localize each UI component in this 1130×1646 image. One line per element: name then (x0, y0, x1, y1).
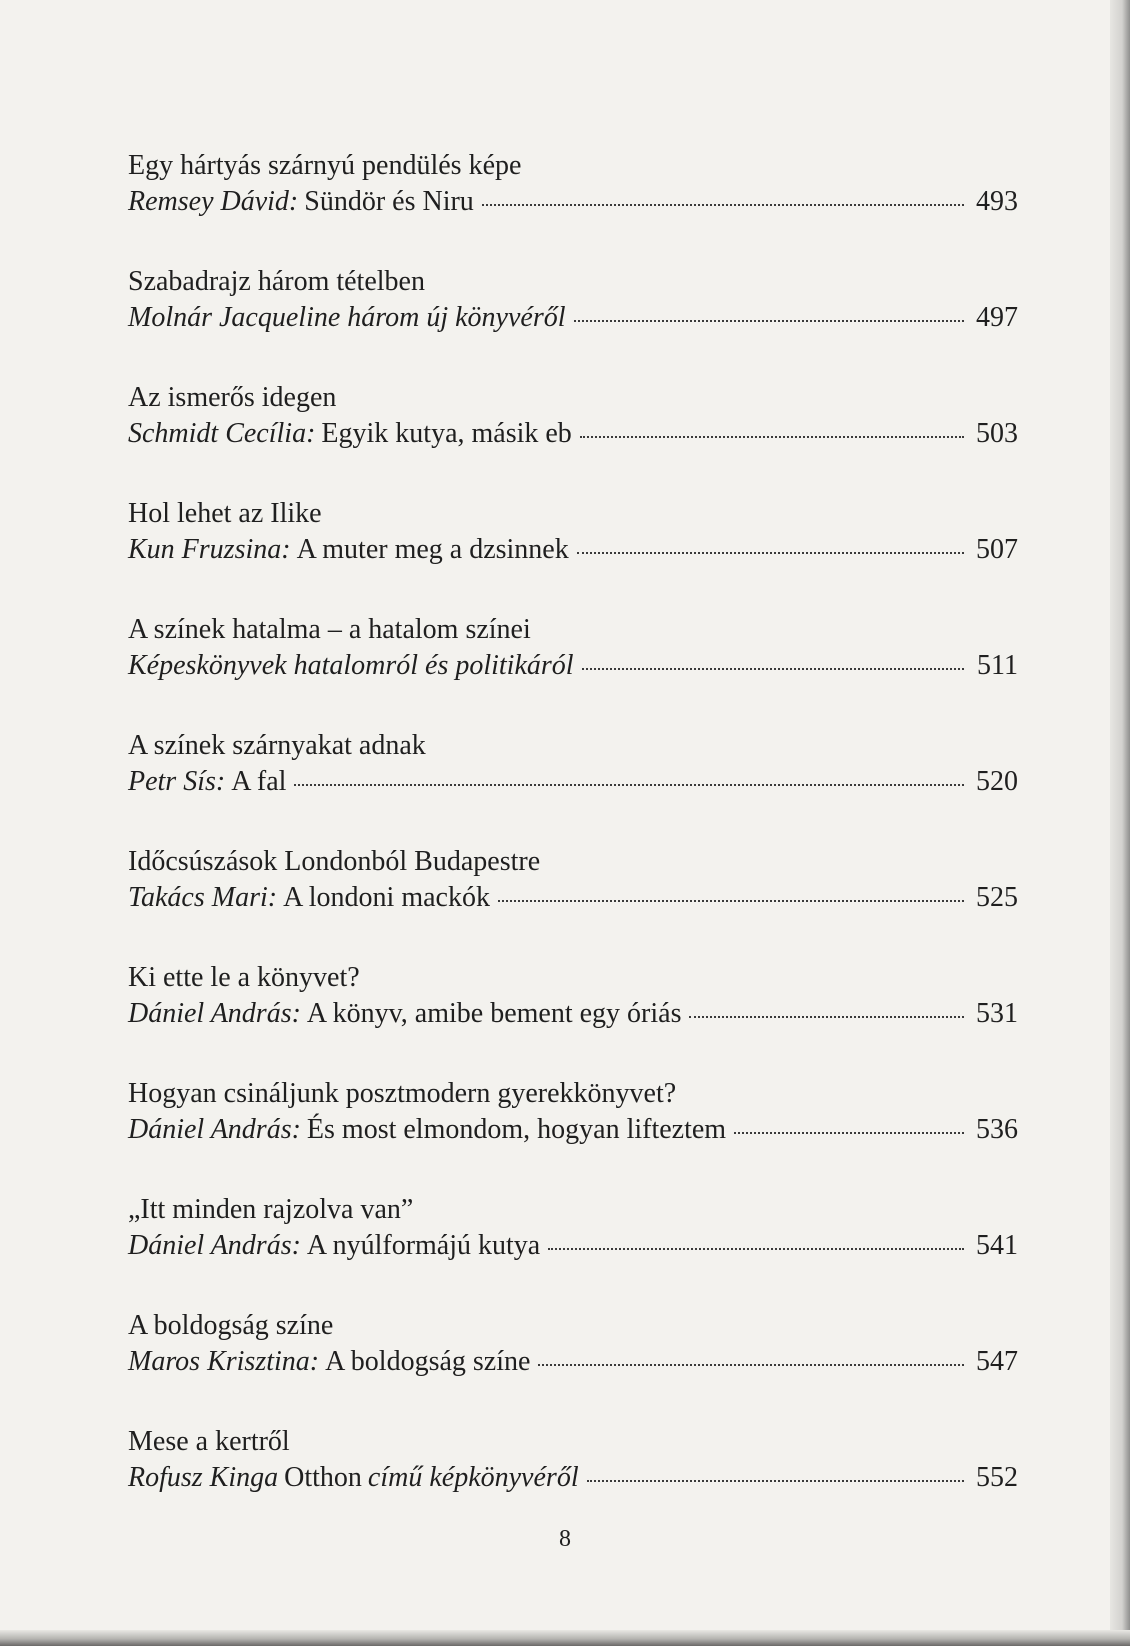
dot-leader (689, 1016, 964, 1018)
toc-entry (128, 1192, 1018, 1308)
toc-entry (128, 844, 1018, 960)
entry-author: Képeskönyvek hatalomról és politikáról (128, 650, 574, 681)
entry-author: Petr Sís: (128, 766, 226, 797)
entry-line (128, 648, 1018, 684)
toc-entry (128, 264, 1018, 380)
dot-leader (580, 436, 964, 438)
entry-line (128, 1228, 1018, 1264)
toc-entry (128, 496, 1018, 612)
toc-entry (128, 1076, 1018, 1192)
toc-entry (128, 380, 1018, 496)
entry-line (128, 416, 1018, 452)
entry-title: Hol lehet az Ilike (128, 498, 322, 529)
toc-entry (128, 728, 1018, 844)
entry-line (128, 764, 1018, 800)
dot-leader (734, 1132, 964, 1134)
entry-work: A muter meg a dzsinnek (296, 534, 569, 565)
toc-entry (128, 612, 1018, 728)
entry-title: Szabadrajz három tételben (128, 266, 425, 297)
entry-page-number: 552 (976, 1462, 1018, 1493)
entry-work: A fal (231, 766, 287, 797)
entry-title: Egy hártyás szárnyú pendülés képe (128, 150, 522, 181)
page-edge-shadow (1110, 0, 1130, 1646)
page-number: 8 (559, 1526, 571, 1552)
entry-author: Maros Krisztina: (128, 1346, 320, 1377)
toc-entry (128, 1424, 1018, 1540)
entry-work-suffix: című képkönyvéről (367, 1462, 579, 1493)
entry-line (128, 1112, 1018, 1148)
dot-leader (538, 1364, 964, 1366)
entry-page-number: 536 (976, 1114, 1018, 1145)
entry-work: Egyik kutya, másik eb (321, 418, 572, 449)
dot-leader (587, 1480, 964, 1482)
entry-page-number: 525 (976, 882, 1018, 913)
entry-work: Sündör és Niru (304, 186, 474, 217)
entry-work: A könyv, amibe bement egy óriás (306, 998, 682, 1029)
page-bottom-edge (0, 1630, 1130, 1646)
entry-title: A boldogság színe (128, 1310, 334, 1341)
dot-leader (498, 900, 964, 902)
entry-author: Schmidt Cecília: (128, 418, 316, 449)
entry-title: Az ismerős idegen (128, 382, 337, 413)
entry-author: Dániel András: (128, 1114, 301, 1145)
entry-title: Mese a kertről (128, 1426, 290, 1457)
entry-author: Kun Fruzsina: (128, 534, 291, 565)
dot-leader (574, 320, 964, 322)
entry-page-number: 497 (976, 302, 1018, 333)
entry-author: Molnár Jacqueline három új könyvéről (128, 302, 566, 333)
entry-line (128, 1344, 1018, 1380)
dot-leader (577, 552, 964, 554)
entry-line (128, 880, 1018, 916)
entry-title: „Itt minden rajzolva van” (128, 1194, 414, 1225)
dot-leader (582, 668, 964, 670)
entry-author: Dániel András: (128, 998, 301, 1029)
entry-line (128, 996, 1018, 1032)
entry-line (128, 300, 1018, 336)
dot-leader (482, 204, 964, 206)
table-of-contents (128, 148, 1018, 1540)
entry-work: Otthon (284, 1462, 362, 1493)
entry-line (128, 184, 1018, 220)
entry-page-number: 541 (976, 1230, 1018, 1261)
entry-work: És most elmondom, hogyan lifteztem (306, 1114, 727, 1145)
entry-line (128, 532, 1018, 568)
toc-entry (128, 1308, 1018, 1424)
dot-leader (294, 784, 964, 786)
entry-work: A nyúlformájú kutya (306, 1230, 541, 1261)
entry-line (128, 1460, 1018, 1496)
dot-leader (548, 1248, 964, 1250)
entry-page-number: 520 (976, 766, 1018, 797)
entry-title: A színek hatalma – a hatalom színei (128, 614, 531, 645)
toc-entry (128, 960, 1018, 1076)
entry-page-number: 531 (976, 998, 1018, 1029)
toc-entry (128, 148, 1018, 264)
entry-author: Takács Mari: (128, 882, 278, 913)
entry-author: Rofusz Kinga (128, 1462, 279, 1493)
entry-page-number: 547 (976, 1346, 1018, 1377)
entry-title: Ki ette le a könyvet? (128, 962, 360, 993)
entry-work: A londoni mackók (283, 882, 490, 913)
entry-author: Dániel András: (128, 1230, 301, 1261)
entry-page-number: 507 (976, 534, 1018, 565)
entry-title: Hogyan csináljunk posztmodern gyerekkönyvet? (128, 1078, 677, 1109)
entry-title: A színek szárnyakat adnak (128, 730, 426, 761)
entry-page-number: 493 (976, 186, 1018, 217)
entry-page-number: 503 (976, 418, 1018, 449)
entry-author: Remsey Dávid: (128, 186, 299, 217)
entry-title: Időcsúszások Londonból Budapestre (128, 846, 541, 877)
entry-page-number: 511 (977, 650, 1018, 681)
entry-work: A boldogság színe (325, 1346, 531, 1377)
